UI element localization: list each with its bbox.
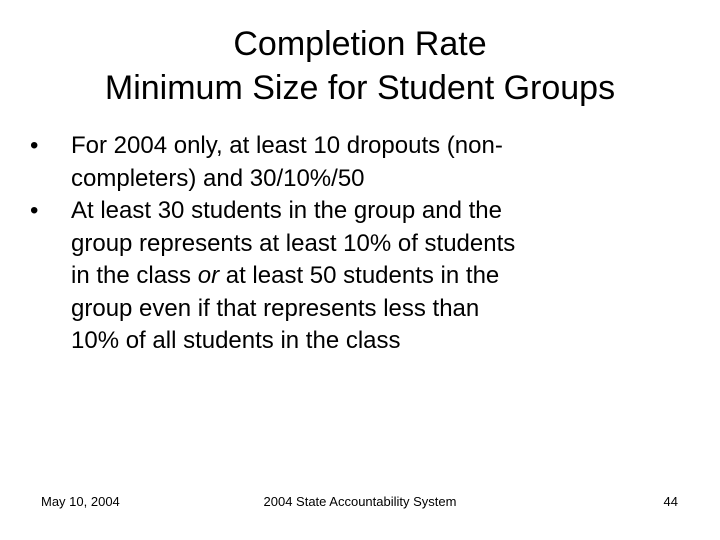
footer-date: May 10, 2004 — [41, 494, 120, 509]
page-number: 44 — [663, 494, 678, 509]
slide-title — [0, 22, 720, 110]
bullet-text: at least 50 students in the — [219, 262, 500, 289]
title-line-2: Minimum Size for Student Groups — [104, 69, 616, 107]
emphasis-text: or — [197, 262, 220, 289]
bullet-line: completers) and 30/10%/50 — [71, 164, 365, 192]
bullet-line: group even if that represents less than — [71, 294, 480, 322]
footer-title: 2004 State Accountability System — [263, 494, 457, 509]
bullet-line: At least 30 students in the group and the — [71, 197, 502, 224]
bullet-item — [30, 195, 690, 358]
bullet-icon: • — [30, 197, 39, 224]
bullet-list — [30, 130, 690, 358]
bullet-icon: • — [30, 132, 39, 159]
bullet-line: 10% of all students in the class — [71, 327, 401, 354]
bullet-line: group represents at least 10% of students — [71, 229, 516, 257]
bullet-line: For 2004 only, at least 10 dropouts (non- — [71, 132, 503, 159]
bullet-item — [30, 130, 690, 195]
bullet-text: in the class — [71, 262, 198, 289]
title-line-1: Completion Rate — [233, 25, 487, 63]
bullet-line — [71, 260, 690, 293]
